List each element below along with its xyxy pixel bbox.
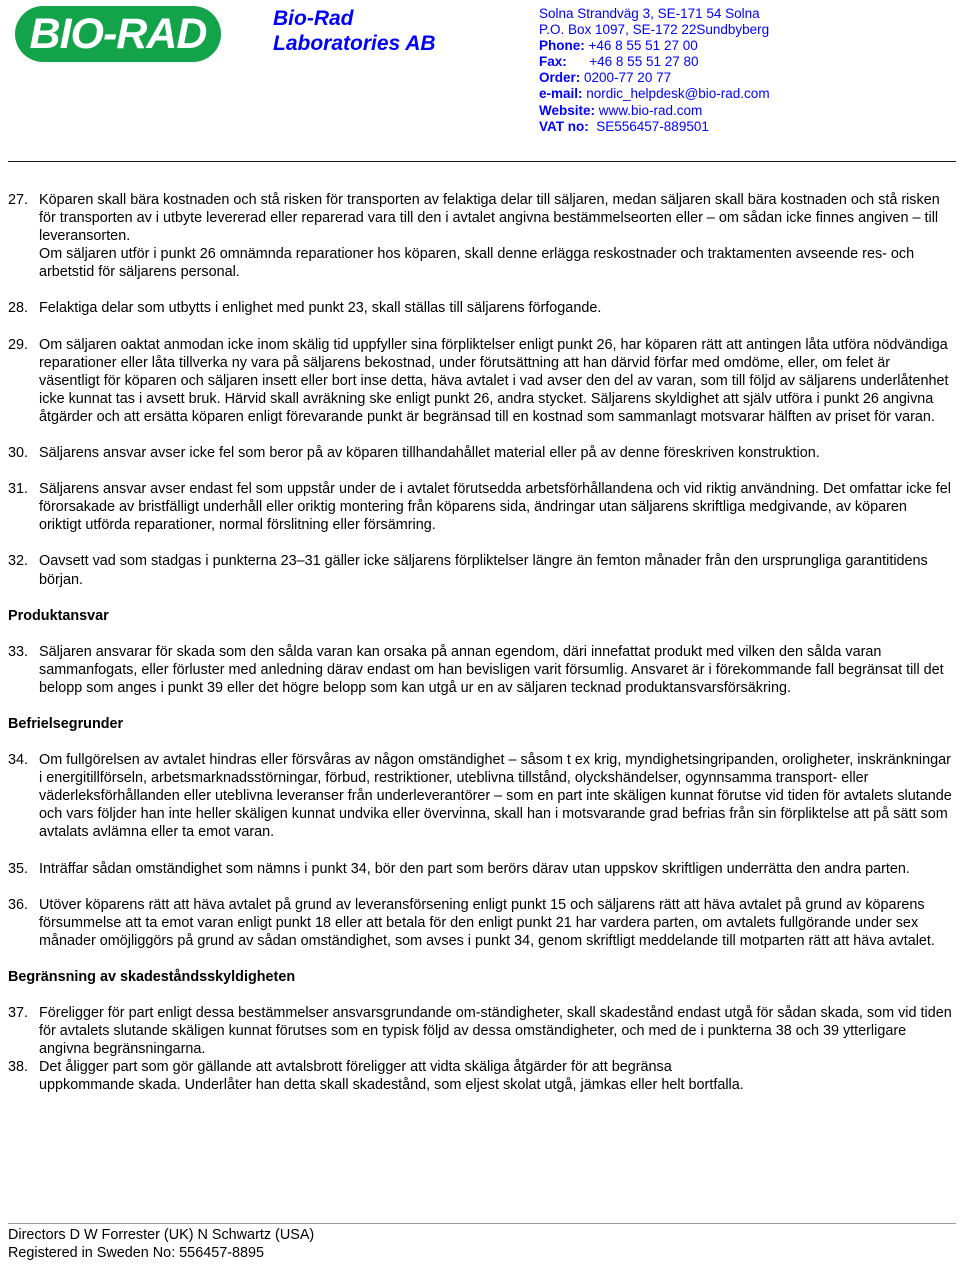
clause-text: Säljarens ansvar avser icke fel som beror på av köparen tillhandahållet material eller på av denne föreskriven konstruktion.	[39, 445, 820, 462]
clause-29	[8, 336, 953, 426]
vat-label: VAT no:	[539, 118, 589, 134]
document-body	[8, 191, 953, 1094]
clause-number: 34.	[8, 752, 29, 769]
footer-divider	[8, 1223, 956, 1224]
email-row	[539, 86, 770, 102]
email-label: e-mail:	[539, 86, 583, 102]
vat-row	[539, 119, 770, 135]
clause-text: Säljarens ansvar avser endast fel som uppstår under de i avtalet förutsedda arbetsförhållandena och vid riktig användning. Det omfattar icke fel förorsakade av bristfälligt underhåll eller oriktig montering från köparens sida, ändringar utan säljarens skriftliga medgivande, av köparen oriktigt utförda reparationer, normal förslitning eller försämring.	[39, 481, 951, 534]
phone-label: Phone:	[539, 38, 585, 54]
website-label: Website:	[539, 102, 596, 118]
section-heading-begransning: Begränsning av skadeståndsskyldigheten	[8, 968, 296, 985]
clause-text: Köparen skall bära kostnaden och stå risken för transporten av felaktiga delar till säljaren, medan säljaren skall bära kostnaden och stå risken för transporten av i utbyte levererad eller reparerad vara till den i avtalet angivna bestämmelseorten eller – om sådan icke finnes angiven – till leveransorten.	[39, 192, 940, 245]
fax-row	[539, 54, 770, 70]
clause-number: 38.	[8, 1059, 29, 1076]
fax-label: Fax:	[539, 54, 567, 70]
contact-block	[539, 6, 770, 135]
clause-30	[8, 444, 953, 462]
order-row	[539, 70, 770, 86]
section-heading-produktansvar: Produktansvar	[8, 607, 109, 624]
website-row	[539, 103, 770, 119]
clause-31	[8, 480, 953, 534]
clause-text: Om säljaren oaktat anmodan icke inom skälig tid uppfyller sina förpliktelser enligt punkt 26, har köparen rätt att antingen låta utföra nödvändiga reparationer eller låta tillverka ny vara på säljarens bekostnad, under förutsättning att han därvid förfar med omdöme, eller, om felet är väsentligt för köparen och säljaren insett eller bort inse detta, häva avtalet i vad avser den del av varan, som till följd av säljarens underlåtenhet icke kunnat tas i avsett bruk. Härvid skall avräkning ske enligt punkt 26, andra stycket. Säljarens skyldighet att själv utföra i punkt 26 angivna åtgärder och att ersätta köparen enligt förevarande punkt är begränsad till en kostnad som sammanlagt motsvarar hälften av priset för varan.	[39, 336, 949, 425]
clause-number: 27.	[8, 192, 29, 208]
footer-registration: Registered in Sweden No: 556457-8895	[8, 1245, 265, 1262]
company-name-line2: Laboratories AB	[273, 32, 436, 55]
vat-value: SE556457-889501	[588, 118, 709, 134]
clause-36	[8, 896, 953, 950]
clause-28	[8, 299, 953, 317]
clause-text: Om fullgörelsen av avtalet hindras eller försvåras av någon omständighet – såsom t ex krig, myndighetsingripanden, oroligheter, inskränkningar i energitillförseln, arbetsmarknadsstörningar, förbud, restriktioner, uteblivna tillstånd, olyckshändelser, ogynnsamma transport- eller väderleksförhållanden eller uteblivna leveranser från underleverantörer – som en part inte skäligen kunnat förutse vid tiden för avtalets slutande och vars följder han inte heller skäligen kunnat undvika eller övervinna, skall han i motsvarande grad befrias från sin förpliktelse att på sätt som avtalats avlämna eller ta emot varan.	[39, 752, 952, 841]
clause-number: 36.	[8, 896, 29, 913]
phone-value: +46 8 55 51 27 00	[584, 38, 698, 54]
phone-row	[539, 38, 770, 54]
order-label: Order:	[539, 70, 581, 86]
email-link[interactable]: nordic_helpdesk@bio-rad.com	[582, 86, 770, 102]
clause-text: Oavsett vad som stadgas i punkterna 23–31 gäller icke säljarens förpliktelser längre än femton månader från den ursprungliga garantitidens början.	[39, 553, 928, 588]
clause-number: 28.	[8, 300, 29, 317]
address: Solna Strandväg 3, SE-171 54 Solna	[539, 6, 760, 21]
clause-number: 30.	[8, 445, 29, 462]
clause-number: 31.	[8, 481, 29, 498]
website-link[interactable]: www.bio-rad.com	[595, 102, 703, 118]
clause-text-line2: uppkommande skada. Underlåter han detta skall skadestånd, som eljest skolat utgå, jämkas eller helt bortfalla.	[39, 1077, 744, 1094]
clause-text: Föreligger för part enligt dessa bestämmelser ansvarsgrundande om-ständigheter, skall skadestånd endast utgå för sådan skada, som vid tiden för avtalets slutande skäligen kunnat förutses som en typisk följd av dessa omständigheter, och med de i punkterna 38 och 39 ytterligare angivna begränsningarna.	[39, 1005, 952, 1058]
clause-number: 37.	[8, 1005, 29, 1021]
company-name	[273, 6, 436, 56]
section-heading-befrielsegrunder: Befrielsegrunder	[8, 715, 124, 732]
clause-text: Om säljaren utför i punkt 26 omnämnda reparationer hos köparen, skall denne erlägga reskostnader och traktamenten avseende res- och arbetstid för säljarens personal.	[39, 246, 915, 281]
clause-number: 33.	[8, 643, 29, 660]
logo-text: BIO-RAD	[29, 10, 207, 58]
clause-35	[8, 860, 953, 878]
clause-33	[8, 643, 953, 697]
clause-27	[8, 191, 953, 281]
footer	[8, 1226, 314, 1262]
clause-text: Felaktiga delar som utbytts i enlighet med punkt 23, skall ställas till säljarens förfogande.	[39, 300, 602, 317]
order-value: 0200-77 20 77	[580, 70, 672, 86]
clause-text: Säljaren ansvarar för skada som den sålda varan kan orsaka på annan egendom, däri innefattat produkt med vilken den sålda varan sammanfogats, eller förluster med anledning därav endast om han bevisligen varit försumlig. Ansvaret är i förekommande fall begränsat till det belopp som anges i punkt 39 eller det högre belopp som kan utgå ur en av säljaren tecknad produktansvarsförsäkring.	[39, 643, 944, 696]
clause-37	[8, 1004, 953, 1058]
bio-rad-logo	[15, 6, 221, 62]
clause-number: 35.	[8, 860, 29, 877]
header-divider	[8, 161, 956, 162]
clause-text-line1: Det åligger part som gör gällande att avtalsbrott föreligger att vidta skäliga åtgärder för att begränsa	[39, 1059, 672, 1076]
clause-number: 29.	[8, 336, 29, 353]
clause-text: Utöver köparens rätt att häva avtalet på grund av leveransförsening enligt punkt 15 och säljarens rätt att häva avtalet på grund av köparens försummelse att ta emot varan enligt punkt 18 eller att betala för den enligt punkt 21 har vardera parten, om avtalets fullgörande under sex månader omöjliggörs på grund av sådan omständighet, som avses i punkt 34, genom skriftligt meddelande till motparten rätt att häva avtalet.	[39, 896, 935, 949]
clause-34	[8, 751, 953, 841]
clause-number: 32.	[8, 553, 29, 570]
clause-38	[8, 1058, 953, 1094]
footer-directors: Directors D W Forrester (UK) N Schwartz (USA)	[8, 1227, 315, 1243]
clause-text: Inträffar sådan omständighet som nämns i punkt 34, bör den part som berörs därav utan uppskov skriftligen underrätta den andra parten.	[39, 860, 910, 877]
company-name-line1: Bio-Rad	[273, 7, 354, 30]
clause-32	[8, 552, 953, 588]
po-box: P.O. Box 1097, SE-172 22Sundbyberg	[539, 22, 770, 38]
fax-value: +46 8 55 51 27 80	[566, 54, 699, 70]
